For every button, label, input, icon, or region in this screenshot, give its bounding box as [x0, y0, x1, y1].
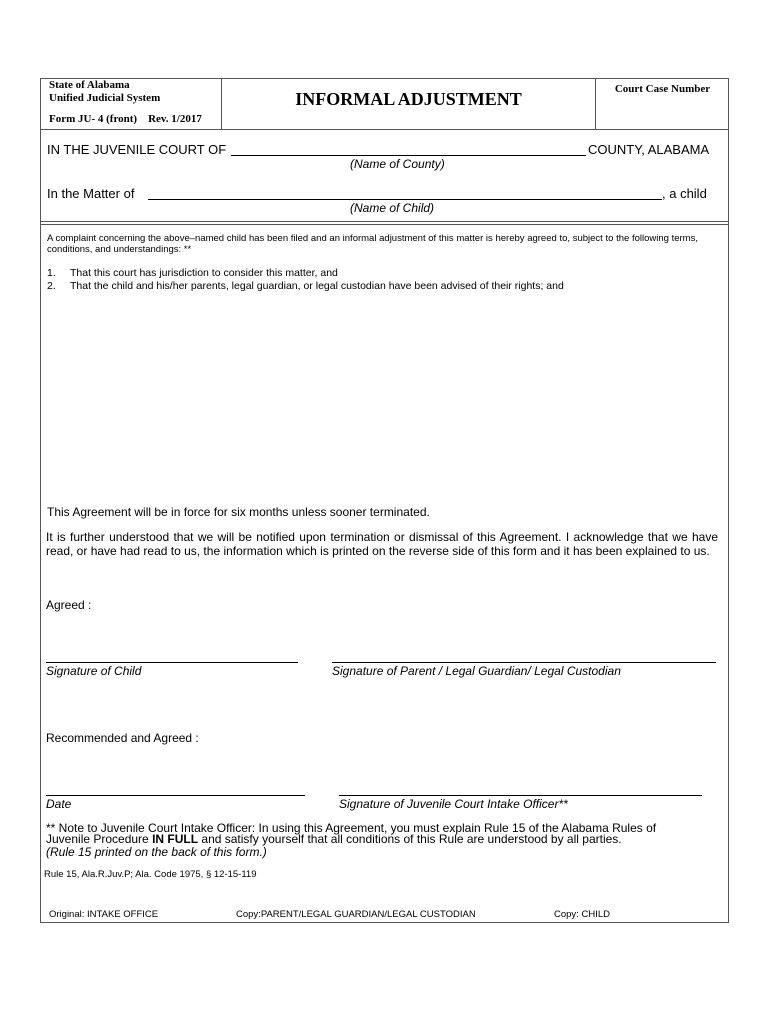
system-name: Unified Judicial System: [49, 92, 161, 104]
child-caption: (Name of Child): [350, 201, 435, 215]
rule-citation: Rule 15, Ala.R.Juv.P; Ala. Code 1975, § 12-15-119: [44, 869, 257, 880]
parent-signature-input[interactable]: [334, 646, 714, 661]
condition-item-2: [47, 280, 564, 292]
date-input[interactable]: [48, 779, 303, 794]
child-signature-line: [46, 662, 298, 663]
note-line-3: (Rule 15 printed on the back of this form.): [46, 845, 267, 859]
parent-signature-label: Signature of Parent / Legal Guardian/ Legal Custodian: [332, 664, 621, 678]
county-input[interactable]: [233, 140, 583, 155]
form-number: [49, 113, 202, 125]
child-name-input[interactable]: [150, 184, 660, 199]
case-number-label: Court Case Number: [614, 83, 711, 95]
note-line-1: ** Note to Juvenile Court Intake Officer: In using this Agreement, you must explain Rule 15 of the Alabama Rules of: [46, 821, 657, 835]
note-line-2-pre: Juvenile Procedure: [46, 832, 153, 846]
matter-prefix: In the Matter of: [47, 186, 135, 201]
terms-conditions-textarea[interactable]: [47, 298, 721, 497]
footer-copy-child: Copy: CHILD: [554, 909, 610, 920]
parent-signature-line: [332, 662, 716, 663]
note-line-2-post: and satisfy yourself that all conditions of this Rule are understood by all parties.: [198, 832, 622, 846]
form-title: INFORMAL ADJUSTMENT: [295, 89, 522, 109]
date-line: [46, 795, 305, 796]
date-label: Date: [46, 797, 72, 811]
note-in-full: IN FULL: [152, 832, 199, 846]
matter-suffix: , a child: [662, 186, 707, 201]
recommended-label: Recommended and Agreed :: [46, 731, 199, 745]
county-caption: (Name of County): [350, 157, 445, 171]
state-name: State of Alabama: [49, 79, 130, 91]
child-underline: [148, 199, 662, 200]
condition-number-1: 1.: [47, 267, 56, 279]
form-number-text: Form JU- 4 (front): [49, 113, 138, 125]
condition-number-2: 2.: [47, 280, 56, 292]
footer-original: Original: INTAKE OFFICE: [49, 909, 159, 920]
condition-text-2: That the child and his/her parents, legal guardian, or legal custodian have been advised of their rights; and: [70, 280, 564, 292]
condition-item-1: [47, 267, 338, 279]
officer-signature-line: [339, 795, 702, 796]
court-suffix: COUNTY, ALABAMA: [588, 142, 710, 157]
officer-signature-input[interactable]: [341, 779, 700, 794]
court-prefix: IN THE JUVENILE COURT OF: [47, 142, 227, 157]
intro-paragraph: A complaint concerning the above–named child has been filed and an informal adjustment of this matter is hereby agreed to, subject to the following terms, conditions, and understandings: **: [47, 233, 698, 255]
condition-text-1: That this court has jurisdiction to consider this matter, and: [70, 267, 338, 279]
form-revision: Rev. 1/2017: [148, 113, 202, 125]
officer-signature-label: Signature of Juvenile Court Intake Officer**: [339, 797, 568, 811]
header-bottom-line: [40, 129, 729, 130]
agreed-label: Agreed :: [46, 598, 92, 612]
force-statement: This Agreement will be in force for six months unless sooner terminated.: [47, 505, 430, 519]
caption-bottom-line: [40, 221, 729, 222]
case-number-input[interactable]: [600, 100, 724, 120]
caption-bottom-line-2: [40, 224, 729, 225]
footer-copy-parent: Copy:PARENT/LEGAL GUARDIAN/LEGAL CUSTODIAN: [236, 909, 476, 920]
child-signature-label: Signature of Child: [46, 664, 142, 678]
county-underline: [231, 155, 586, 156]
note-line-2: [46, 832, 622, 846]
acknowledgement-paragraph: It is further understood that we will be notified upon termination or dismissal of this Agreement. I acknowledge that we have read, or have had read to us, the information which is printed on the reverse side of this form and it has been explained to us.: [46, 530, 718, 558]
child-signature-input[interactable]: [48, 646, 296, 661]
